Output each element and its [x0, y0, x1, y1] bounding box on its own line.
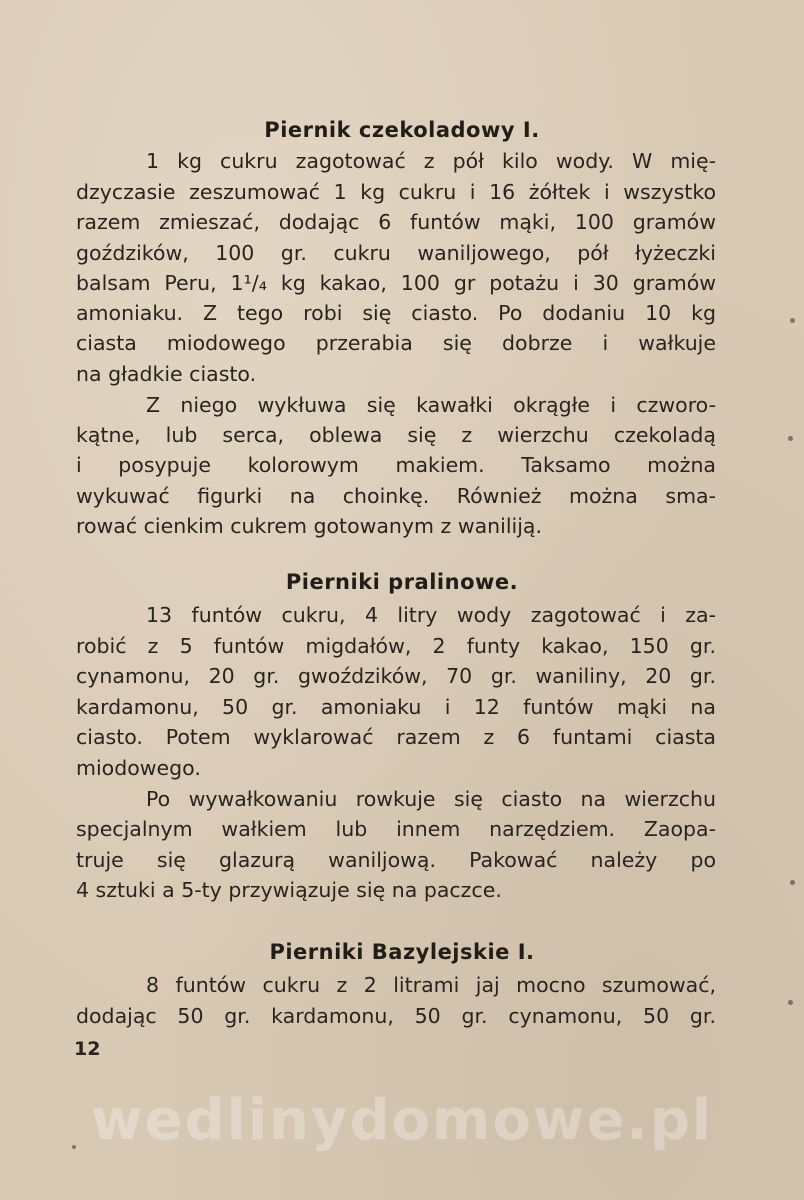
- recipe-title: Piernik czekoladowy I.: [264, 118, 540, 142]
- recipe-title: Pierniki pralinowe.: [285, 570, 519, 594]
- recipe-text-line: 13 funtów cukru, 4 litry wody zagotować i za-: [146, 603, 716, 627]
- recipe-text-line: Z niego wykłuwa się kawałki okrągłe i czworo-: [146, 393, 716, 417]
- paper-speck: [790, 318, 795, 323]
- recipe-text-line: kątne, lub serca, oblewa się z wierzchu czekoladą: [76, 423, 716, 447]
- recipe-text-line: goździków, 100 gr. cukru waniljowego, pół łyżeczki: [76, 241, 716, 265]
- recipe-text-line: razem zmieszać, dodając 6 funtów mąki, 100 gramów: [76, 210, 716, 234]
- page-number: 12: [74, 1038, 101, 1060]
- recipe-text-line: 8 funtów cukru z 2 litrami jaj mocno szumować,: [146, 973, 716, 997]
- recipe-text-line: wykuwać figurki na choinkę. Również można sma-: [76, 484, 716, 508]
- recipe-text-line: amoniaku. Z tego robi się ciasto. Po dodaniu 10 kg: [76, 301, 716, 325]
- recipe-text-line: robić z 5 funtów migdałów, 2 funty kakao, 150 gr.: [76, 634, 716, 658]
- recipe-text-line: ciasto. Potem wyklarować razem z 6 funtami ciasta: [76, 725, 716, 749]
- recipe-text-line: dzyczasie zeszumować 1 kg cukru i 16 żółtek i wszystko: [76, 180, 716, 204]
- recipe-text-line: 1 kg cukru zagotować z pół kilo wody. W mię-: [146, 149, 716, 173]
- recipe-text-line: 4 sztuki a 5-ty przywiązuje się na paczce.: [76, 878, 502, 902]
- recipe-text-line: specjalnym wałkiem lub innem narzędziem. Zaopa-: [76, 817, 716, 841]
- recipe-text-line: miodowego.: [76, 756, 201, 780]
- recipe-text-line: i posypuje kolorowym makiem. Taksamo można: [76, 453, 716, 477]
- paper-speck: [788, 436, 793, 441]
- paper-speck: [790, 880, 795, 885]
- recipe-text-line: rować cienkim cukrem gotowanym z waniliją.: [76, 514, 543, 538]
- paper-speck: [788, 1000, 793, 1005]
- recipe-text-line: dodając 50 gr. kardamonu, 50 gr. cynamonu, 50 gr.: [76, 1004, 716, 1028]
- recipe-text-line: cynamonu, 20 gr. gwoździków, 70 gr. waniliny, 20 gr.: [76, 664, 716, 688]
- recipe-text-line: Po wywałkowaniu rowkuje się ciasto na wierzchu: [146, 787, 716, 811]
- recipe-text-line: truje się glazurą waniljową. Pakować należy po: [76, 848, 716, 872]
- watermark: wedlinydomowe.pl: [90, 1088, 714, 1153]
- recipe-text-line: ciasta miodowego przerabia się dobrze i wałkuje: [76, 331, 716, 355]
- recipe-text-line: balsam Peru, 1¹/₄ kg kakao, 100 gr potażu i 30 gramów: [76, 271, 716, 295]
- paper-speck: [72, 1145, 76, 1149]
- recipe-title: Pierniki Bazylejskie I.: [269, 940, 535, 964]
- recipe-text-line: na gładkie ciasto.: [76, 362, 257, 386]
- recipe-text-line: kardamonu, 50 gr. amoniaku i 12 funtów mąki na: [76, 695, 716, 719]
